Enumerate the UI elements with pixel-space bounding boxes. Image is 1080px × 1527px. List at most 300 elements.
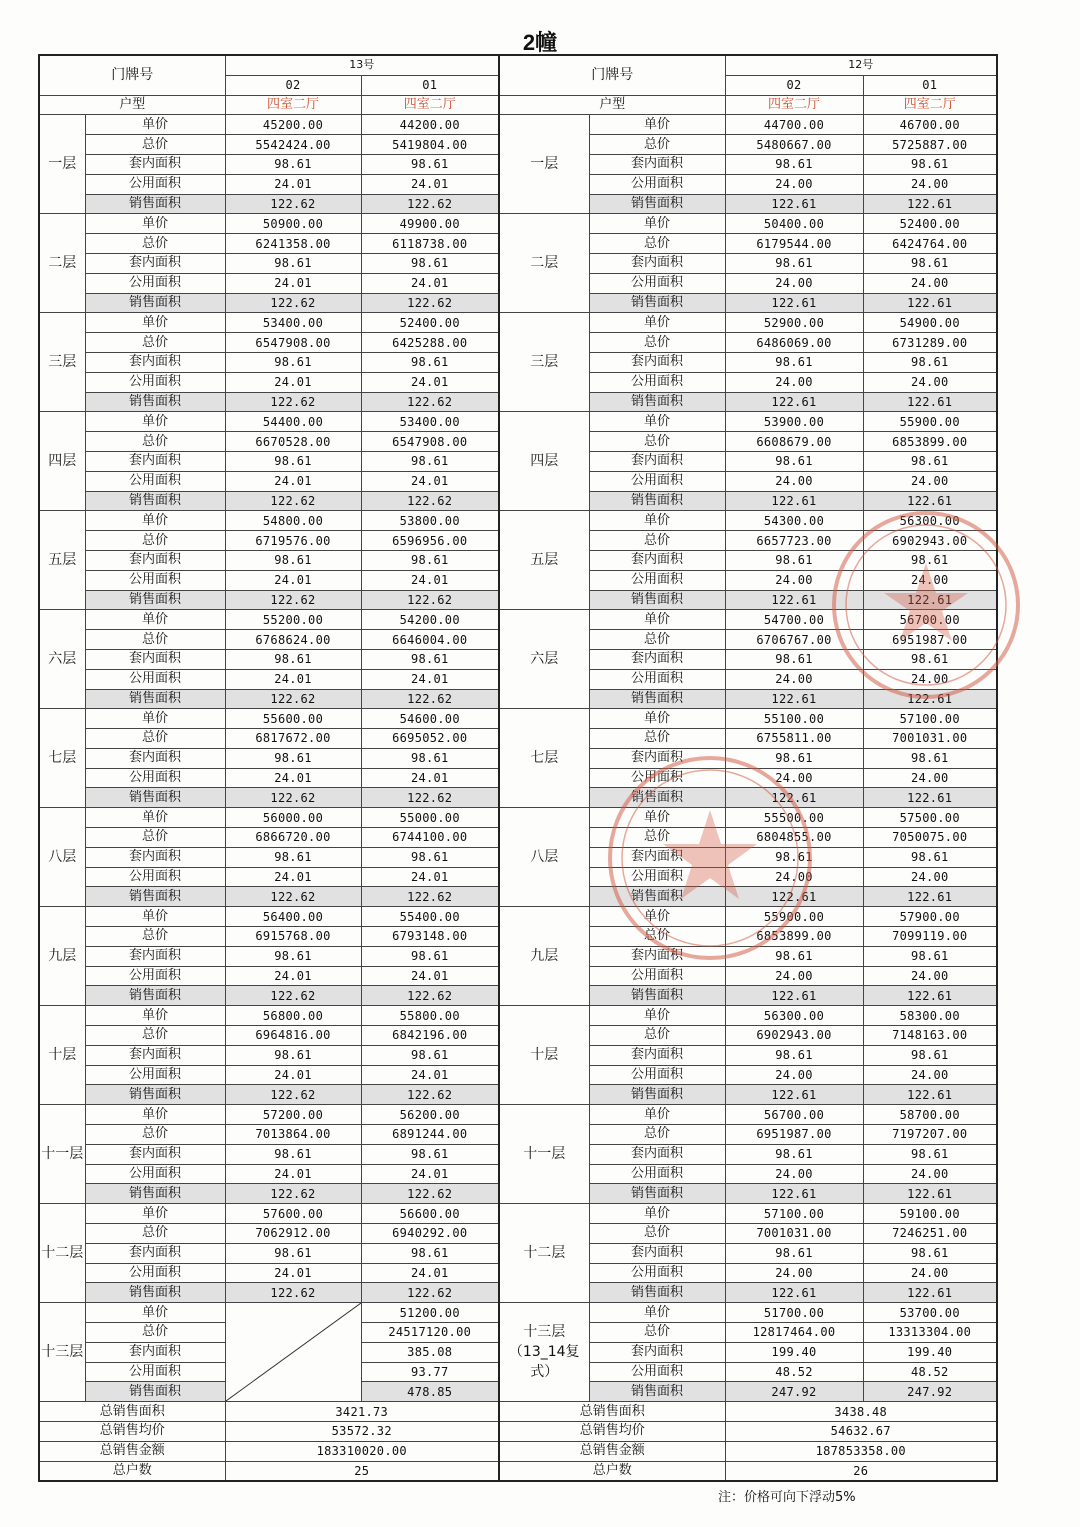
row-label-sales-area: 销售面积 [85,1283,225,1303]
row-label-unit-price: 单价 [589,1303,725,1323]
value-cell: 7001031.00 [863,729,997,749]
row-label-public-area: 公用面积 [589,372,725,392]
value-cell: 24.01 [361,1065,499,1085]
value-cell: 122.61 [725,689,863,709]
value-cell: 53400.00 [225,313,361,333]
value-cell: 59100.00 [863,1204,997,1224]
row-label-inner-area: 套内面积 [85,847,225,867]
value-cell: 58700.00 [863,1105,997,1125]
value-cell: 24.00 [725,867,863,887]
row-label-public-area: 公用面积 [589,570,725,590]
row-label-public-area: 公用面积 [85,867,225,887]
value-cell: 52400.00 [361,313,499,333]
row-label-sales-area: 销售面积 [85,293,225,313]
row-label-public-area: 公用面积 [85,1263,225,1283]
right-unit-01-type: 四室二厅 [863,95,997,115]
door-number-label-right: 门牌号 [499,55,725,95]
row-label-sales-area: 销售面积 [589,1184,725,1204]
floor-label-right: 十三层（13_14复式） [499,1303,589,1402]
value-cell: 53700.00 [863,1303,997,1323]
table-row [39,1006,997,1026]
total-amount-label-right: 总销售金额 [499,1441,725,1461]
row-label-public-area: 公用面积 [85,966,225,986]
value-cell: 122.62 [225,887,361,907]
row-label-sales-area: 销售面积 [85,590,225,610]
unit-type-label-right: 户型 [499,95,725,115]
value-cell: 7246251.00 [863,1224,997,1244]
row-label-public-area: 公用面积 [85,570,225,590]
value-cell: 122.62 [361,590,499,610]
left-unit-02: 02 [225,75,361,95]
row-label-unit-price: 单价 [589,1006,725,1026]
value-cell: 98.61 [863,253,997,273]
row-label-inner-area: 套内面积 [589,847,725,867]
value-cell: 122.61 [725,1085,863,1105]
row-label-public-area: 公用面积 [85,669,225,689]
value-cell: 24.00 [725,1065,863,1085]
value-cell: 122.62 [225,689,361,709]
value-cell: 24.00 [725,570,863,590]
table-row [39,412,997,432]
row-label-total-price: 总价 [589,1323,725,1343]
value-cell: 98.61 [225,1045,361,1065]
value-cell: 56700.00 [725,1105,863,1125]
value-cell: 13313304.00 [863,1323,997,1343]
value-cell: 199.40 [725,1342,863,1362]
value-cell: 122.62 [361,1283,499,1303]
floor-label: 二层 [39,214,85,313]
row-label-total-price: 总价 [589,927,725,947]
row-label-public-area: 公用面积 [589,768,725,788]
row-label-total-price: 总价 [589,531,725,551]
value-cell: 24.00 [863,570,997,590]
households-label: 总户数 [39,1461,225,1481]
row-label-inner-area: 套内面积 [589,1342,725,1362]
row-label-inner-area: 套内面积 [589,748,725,768]
value-cell: 44200.00 [361,115,499,135]
row-label-inner-area: 套内面积 [589,1144,725,1164]
value-cell: 5542424.00 [225,135,361,155]
value-cell: 98.61 [725,253,863,273]
row-label-sales-area: 销售面积 [589,1382,725,1402]
value-cell: 122.61 [725,590,863,610]
price-table [38,54,998,1482]
value-cell: 24.00 [863,768,997,788]
row-label-public-area: 公用面积 [589,966,725,986]
value-cell: 50900.00 [225,214,361,234]
table-row [39,115,997,135]
value-cell: 53800.00 [361,511,499,531]
value-cell: 98.61 [725,946,863,966]
left-total-amount: 183310020.00 [225,1441,499,1461]
value-cell: 98.61 [725,847,863,867]
value-cell: 122.62 [361,392,499,412]
value-cell: 98.61 [361,847,499,867]
row-label-total-price: 总价 [85,828,225,848]
right-building-number: 12号 [725,55,997,75]
value-cell: 24.01 [225,273,361,293]
value-cell: 57900.00 [863,907,997,927]
value-cell: 6940292.00 [361,1224,499,1244]
value-cell: 24.00 [863,471,997,491]
floor-label-right: 十二层 [499,1204,589,1303]
value-cell: 6902943.00 [863,531,997,551]
value-cell: 55000.00 [361,808,499,828]
value-cell: 122.61 [863,1283,997,1303]
value-cell: 122.62 [361,1184,499,1204]
value-cell: 98.61 [863,1144,997,1164]
row-label-sales-area: 销售面积 [85,392,225,412]
value-cell: 24.01 [361,1164,499,1184]
value-cell: 6118738.00 [361,234,499,254]
value-cell: 24.01 [225,768,361,788]
value-cell: 55800.00 [361,1006,499,1026]
value-cell: 7013864.00 [225,1125,361,1145]
row-label-public-area: 公用面积 [589,471,725,491]
value-cell: 122.62 [361,986,499,1006]
value-cell: 98.61 [725,1144,863,1164]
floor-label-right: 十层 [499,1006,589,1105]
value-cell: 56600.00 [361,1204,499,1224]
row-label-total-price: 总价 [85,1026,225,1046]
value-cell: 98.61 [725,154,863,174]
empty-cell [225,1303,361,1402]
value-cell: 6657723.00 [725,531,863,551]
value-cell: 122.61 [725,293,863,313]
value-cell: 6853899.00 [725,927,863,947]
value-cell: 122.61 [725,491,863,511]
value-cell: 7197207.00 [863,1125,997,1145]
value-cell: 24.01 [225,1065,361,1085]
value-cell: 247.92 [863,1382,997,1402]
floor-label-right: 六层 [499,610,589,709]
value-cell: 98.61 [225,946,361,966]
value-cell: 98.61 [863,550,997,570]
table-row [39,907,997,927]
value-cell: 122.62 [361,689,499,709]
value-cell: 122.62 [361,293,499,313]
row-label-unit-price: 单价 [589,808,725,828]
row-label-total-price: 总价 [85,1224,225,1244]
row-label-total-price: 总价 [589,1125,725,1145]
row-label-public-area: 公用面积 [589,273,725,293]
table-row [39,214,997,234]
value-cell: 6853899.00 [863,432,997,452]
row-label-unit-price: 单价 [85,610,225,630]
value-cell: 24.00 [863,867,997,887]
value-cell: 98.61 [225,649,361,669]
value-cell: 24.00 [863,273,997,293]
row-label-total-price: 总价 [85,927,225,947]
row-label-unit-price: 单价 [85,214,225,234]
value-cell: 56300.00 [725,1006,863,1026]
value-cell: 5725887.00 [863,135,997,155]
row-label-inner-area: 套内面积 [589,550,725,570]
row-label-public-area: 公用面积 [85,1065,225,1085]
value-cell: 57500.00 [863,808,997,828]
row-label-inner-area: 套内面积 [589,451,725,471]
row-label-unit-price: 单价 [85,115,225,135]
value-cell: 24.01 [225,1164,361,1184]
left-households: 25 [225,1461,499,1481]
floor-label-right: 一层 [499,115,589,214]
value-cell: 122.62 [225,293,361,313]
value-cell: 50400.00 [725,214,863,234]
row-label-unit-price: 单价 [589,907,725,927]
row-label-total-price: 总价 [85,531,225,551]
document-title: 2幢 [522,30,558,55]
value-cell: 6486069.00 [725,333,863,353]
value-cell: 122.62 [361,1085,499,1105]
value-cell: 98.61 [863,649,997,669]
value-cell: 54600.00 [361,709,499,729]
row-label-sales-area: 销售面积 [589,491,725,511]
value-cell: 57100.00 [863,709,997,729]
value-cell: 5480667.00 [725,135,863,155]
value-cell: 98.61 [361,154,499,174]
right-total-sales-area: 3438.48 [725,1402,997,1422]
value-cell: 98.61 [863,154,997,174]
value-cell: 122.62 [361,491,499,511]
value-cell: 6891244.00 [361,1125,499,1145]
row-label-sales-area: 销售面积 [85,194,225,214]
value-cell: 122.62 [361,788,499,808]
value-cell: 98.61 [225,550,361,570]
value-cell: 24.01 [361,966,499,986]
floor-label: 一层 [39,115,85,214]
value-cell: 6547908.00 [225,333,361,353]
value-cell: 98.61 [361,253,499,273]
row-label-sales-area: 销售面积 [85,1184,225,1204]
value-cell: 57100.00 [725,1204,863,1224]
value-cell: 46700.00 [863,115,997,135]
value-cell: 98.61 [863,946,997,966]
value-cell: 122.61 [863,788,997,808]
right-unit-02-type: 四室二厅 [725,95,863,115]
value-cell: 6951987.00 [863,630,997,650]
row-label-inner-area: 套内面积 [85,550,225,570]
value-cell: 24.01 [361,669,499,689]
value-cell: 7050075.00 [863,828,997,848]
value-cell: 6793148.00 [361,927,499,947]
value-cell: 55500.00 [725,808,863,828]
value-cell: 54400.00 [225,412,361,432]
value-cell: 7099119.00 [863,927,997,947]
row-label-unit-price: 单价 [85,808,225,828]
value-cell: 122.62 [225,788,361,808]
value-cell: 24.00 [725,174,863,194]
row-label-unit-price: 单价 [589,214,725,234]
value-cell: 6744100.00 [361,828,499,848]
value-cell: 122.61 [725,986,863,1006]
row-label-public-area: 公用面积 [85,768,225,788]
table-row [39,313,997,333]
row-label-unit-price: 单价 [85,511,225,531]
floor-label: 七层 [39,709,85,808]
floor-label-right: 十一层 [499,1105,589,1204]
value-cell: 98.61 [225,154,361,174]
row-label-sales-area: 销售面积 [85,986,225,1006]
left-avg-price: 53572.32 [225,1421,499,1441]
row-label-sales-area: 销售面积 [85,1085,225,1105]
value-cell: 98.61 [361,649,499,669]
row-label-inner-area: 套内面积 [589,352,725,372]
value-cell: 52900.00 [725,313,863,333]
value-cell: 122.61 [863,887,997,907]
row-label-inner-area: 套内面积 [85,154,225,174]
value-cell: 98.61 [863,352,997,372]
value-cell: 6902943.00 [725,1026,863,1046]
value-cell: 24.00 [863,372,997,392]
row-label-inner-area: 套内面积 [589,1243,725,1263]
value-cell: 24.00 [725,273,863,293]
value-cell: 93.77 [361,1362,499,1382]
row-label-sales-area: 销售面积 [589,590,725,610]
floor-label-right: 四层 [499,412,589,511]
value-cell: 122.61 [725,392,863,412]
value-cell: 98.61 [361,352,499,372]
row-label-sales-area: 销售面积 [589,689,725,709]
table-row [39,1204,997,1224]
value-cell: 49900.00 [361,214,499,234]
row-label-sales-area: 销售面积 [589,887,725,907]
value-cell: 98.61 [361,748,499,768]
table-row [39,1303,997,1323]
value-cell: 24.00 [863,966,997,986]
row-label-sales-area: 销售面积 [589,788,725,808]
row-label-public-area: 公用面积 [589,174,725,194]
value-cell: 24.01 [361,471,499,491]
total-sales-area-label: 总销售面积 [39,1402,225,1422]
value-cell: 98.61 [225,451,361,471]
value-cell: 6670528.00 [225,432,361,452]
value-cell: 55900.00 [725,907,863,927]
value-cell: 24.01 [225,1263,361,1283]
row-label-sales-area: 销售面积 [589,392,725,412]
value-cell: 53400.00 [361,412,499,432]
value-cell: 54700.00 [725,610,863,630]
value-cell: 56400.00 [225,907,361,927]
floor-label-right: 九层 [499,907,589,1006]
value-cell: 6179544.00 [725,234,863,254]
value-cell: 24.01 [225,570,361,590]
row-label-total-price: 总价 [85,333,225,353]
left-unit-02-type: 四室二厅 [225,95,361,115]
row-label-public-area: 公用面积 [589,1065,725,1085]
door-number-label: 门牌号 [39,55,225,95]
value-cell: 98.61 [361,946,499,966]
row-label-public-area: 公用面积 [85,372,225,392]
value-cell: 24.00 [863,1263,997,1283]
right-total-amount: 187853358.00 [725,1441,997,1461]
value-cell: 24.00 [725,471,863,491]
right-unit-02: 02 [725,75,863,95]
row-label-inner-area: 套内面积 [85,748,225,768]
value-cell: 478.85 [361,1382,499,1402]
value-cell: 98.61 [225,1243,361,1263]
row-label-total-price: 总价 [85,1323,225,1343]
row-label-inner-area: 套内面积 [85,1144,225,1164]
row-label-inner-area: 套内面积 [589,154,725,174]
row-label-sales-area: 销售面积 [589,293,725,313]
value-cell: 48.52 [863,1362,997,1382]
row-label-sales-area: 销售面积 [85,788,225,808]
value-cell: 24.01 [361,372,499,392]
table-row [39,709,997,729]
row-label-public-area: 公用面积 [85,471,225,491]
row-label-sales-area: 销售面积 [85,491,225,511]
row-label-inner-area: 套内面积 [85,1045,225,1065]
value-cell: 53900.00 [725,412,863,432]
value-cell: 6241358.00 [225,234,361,254]
row-label-unit-price: 单价 [85,1204,225,1224]
row-label-total-price: 总价 [85,432,225,452]
value-cell: 122.62 [225,1283,361,1303]
value-cell: 122.62 [225,194,361,214]
value-cell: 57600.00 [225,1204,361,1224]
value-cell: 56200.00 [361,1105,499,1125]
value-cell: 122.62 [225,590,361,610]
value-cell: 122.61 [863,194,997,214]
value-cell: 98.61 [863,1045,997,1065]
value-cell: 56800.00 [225,1006,361,1026]
row-label-sales-area: 销售面积 [589,986,725,1006]
row-label-unit-price: 单价 [589,610,725,630]
floor-label: 五层 [39,511,85,610]
value-cell: 6646004.00 [361,630,499,650]
value-cell: 24.01 [361,1263,499,1283]
value-cell: 6719576.00 [225,531,361,551]
value-cell: 6425288.00 [361,333,499,353]
value-cell: 98.61 [863,748,997,768]
row-label-total-price: 总价 [589,828,725,848]
floor-label: 九层 [39,907,85,1006]
value-cell: 6915768.00 [225,927,361,947]
row-label-unit-price: 单价 [85,709,225,729]
value-cell: 122.61 [725,788,863,808]
row-label-unit-price: 单价 [589,412,725,432]
value-cell: 98.61 [725,1243,863,1263]
value-cell: 24.00 [725,768,863,788]
value-cell: 56300.00 [863,511,997,531]
right-households: 26 [725,1461,997,1481]
value-cell: 122.61 [863,1184,997,1204]
value-cell: 24.00 [725,1263,863,1283]
value-cell: 6596956.00 [361,531,499,551]
row-label-unit-price: 单价 [85,1105,225,1125]
value-cell: 51200.00 [361,1303,499,1323]
row-label-inner-area: 套内面积 [589,946,725,966]
value-cell: 56700.00 [863,610,997,630]
value-cell: 7062912.00 [225,1224,361,1244]
value-cell: 98.61 [725,748,863,768]
floor-label-right: 七层 [499,709,589,808]
table-row [39,1105,997,1125]
left-unit-01: 01 [361,75,499,95]
value-cell: 98.61 [863,847,997,867]
unit-type-label: 户型 [39,95,225,115]
value-cell: 24.01 [225,174,361,194]
right-avg-price: 54632.67 [725,1421,997,1441]
value-cell: 24.00 [725,372,863,392]
value-cell: 54900.00 [863,313,997,333]
row-label-unit-price: 单价 [85,1303,225,1323]
value-cell: 58300.00 [863,1006,997,1026]
value-cell: 24.01 [225,669,361,689]
value-cell: 98.61 [725,550,863,570]
left-building-number: 13号 [225,55,499,75]
value-cell: 122.62 [225,1085,361,1105]
